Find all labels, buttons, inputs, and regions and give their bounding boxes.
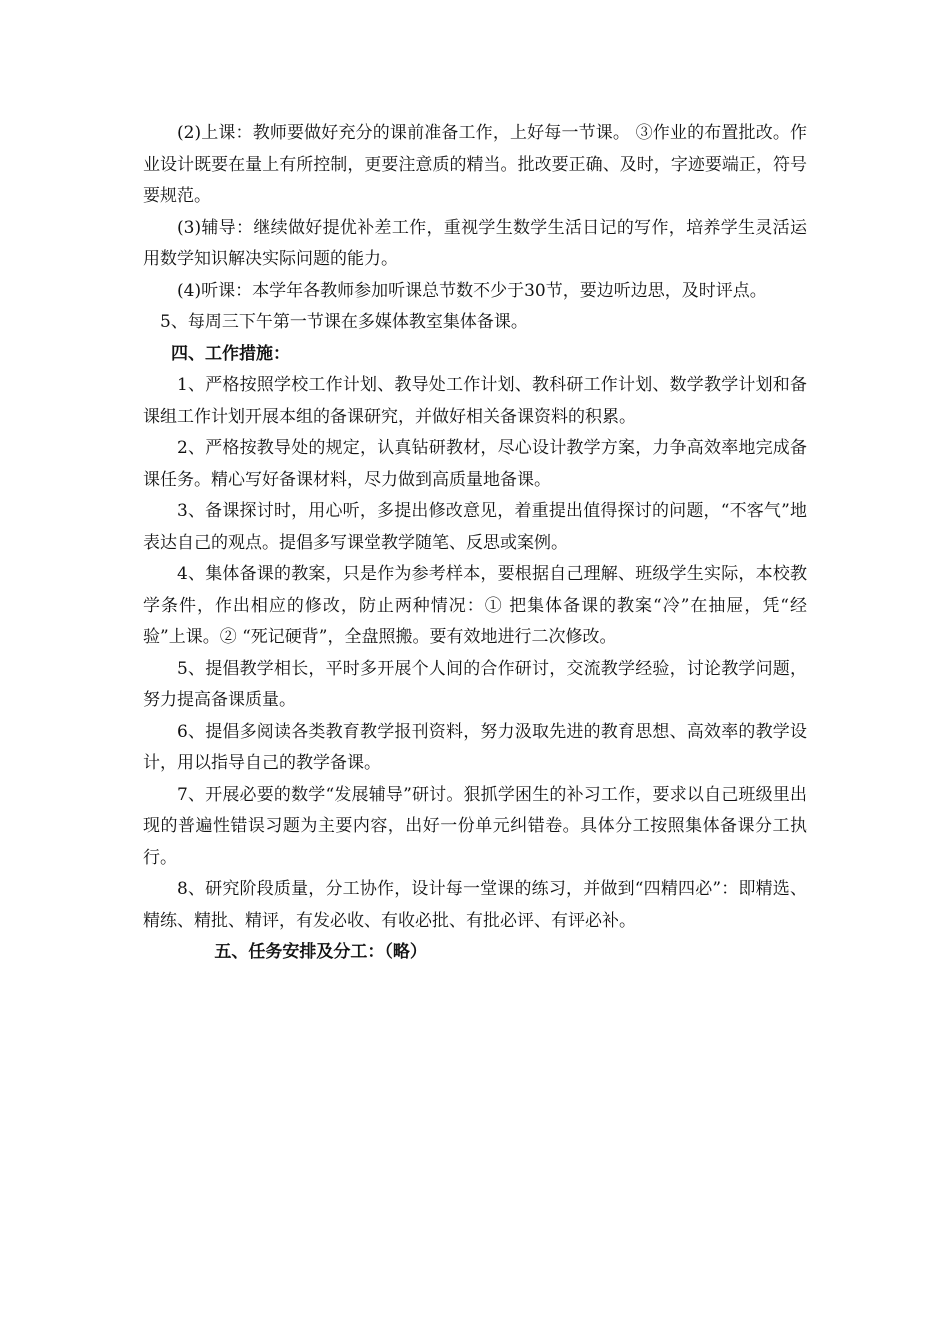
paragraph-tutoring: (3)辅导：继续做好提优补差工作，重视学生数学生活日记的写作，培养学生灵活运用数学知识解决实际问题的能力。	[143, 217, 807, 269]
paragraph-lesson: (2)上课：教师要做好充分的课前准备工作，上好每一节课。 ③作业的布置批改。作业设计既要在量上有所控制，更要注意质的精当。批改要正确、及时，字迹要端正，符号要规范。	[143, 123, 807, 206]
measure-item-5: 5、提倡教学相长，平时多开展个人间的合作研讨，交流教学经验，讨论教学问题，努力提高备课质量。	[143, 658, 807, 710]
measure-item-8: 8、研究阶段质量，分工协作，设计每一堂课的练习，并做到“四精四必”：即精选、精练、精批、精评，有发必收、有收必批、有批必评、有评必补。	[143, 879, 807, 931]
measure-item-1: 1、严格按照学校工作计划、教导处工作计划、教科研工作计划、数学教学计划和备课组工作计划开展本组的备课研究，并做好相关备课资料的积累。	[143, 375, 807, 427]
measure-item-7: 7、开展必要的数学“发展辅导”研讨。狠抓学困生的补习工作，要求以自己班级里出现的普遍性错误习题为主要内容，出好一份单元纠错卷。具体分工按照集体备课分工执行。	[143, 784, 807, 868]
measure-item-4: 4、集体备课的教案，只是作为参考样本，要根据自己理解、班级学生实际，本校教学条件，作出相应的修改，防止两种情况：① 把集体备课的教案“冷”在抽屉，凭“经验”上课。② “死记硬背”，全盘照搬。要有效地进行二次修改。	[143, 564, 807, 647]
measure-item-2: 2、严格按教导处的规定，认真钻研教材，尽心设计教学方案，力争高效率地完成备课任务。精心写好备课材料，尽力做到高质量地备课。	[143, 438, 807, 490]
section-4-heading: 四、工作措施：	[171, 343, 291, 364]
section-5-heading: 五、任务安排及分工：（略）	[214, 942, 427, 962]
measure-item-3: 3、备课探讨时，用心听，多提出修改意见，着重提出值得探讨的问题，“不客气”地表达自己的观点。提倡多写课堂教学随笔、反思或案例。	[143, 501, 807, 553]
paragraph-weekly-prep: 5、每周三下午第一节课在多媒体教室集体备课。	[160, 312, 528, 332]
paragraph-observation: (4)听课：本学年各教师参加听课总节数不少于30节，要边听边思，及时评点。	[177, 280, 767, 301]
document-body	[143, 118, 807, 969]
measure-item-6: 6、提倡多阅读各类教育教学报刊资料，努力汲取先进的教育思想、高效率的教学设计，用以指导自己的教学备课。	[143, 721, 807, 773]
